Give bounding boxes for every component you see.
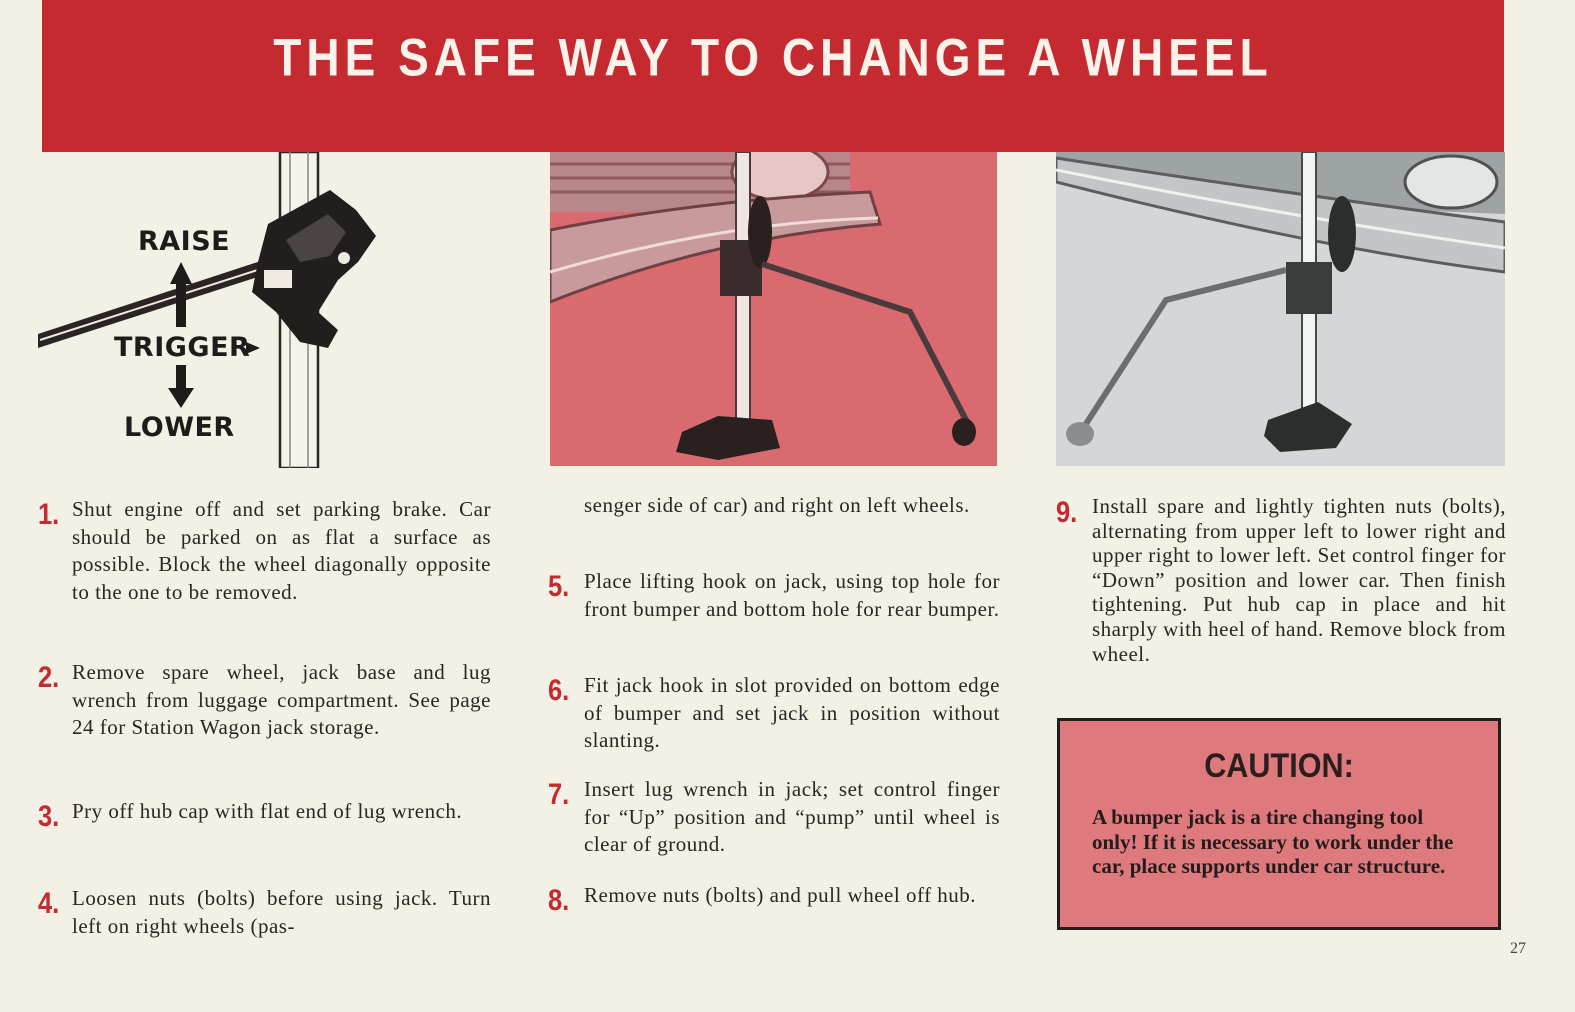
page-title: THE SAFE WAY TO CHANGE A WHEEL	[273, 27, 1273, 87]
step-text: Loosen nuts (bolts) before using jack. Turn left on right wheels (pas-	[72, 886, 491, 938]
step-text: Pry off hub cap with flat end of lug wrench.	[72, 799, 463, 823]
page-number: 27	[1510, 940, 1526, 957]
caution-text: A bumper jack is a tire changing tool only! If it is necessary to work under the car, place supports under car structure.	[1092, 805, 1454, 878]
step-number: 6.	[548, 674, 570, 707]
step-number: 3.	[38, 800, 60, 833]
step-number: 2.	[38, 661, 60, 694]
title-banner	[42, 0, 1504, 152]
step-text: Shut engine off and set parking brake. Car should be parked on as flat a surface as possible. Block the wheel diagonally opposite to the one to be removed.	[72, 497, 491, 604]
front-bumper-jack-photo	[550, 152, 997, 466]
rear-bumper-jack-image	[1056, 152, 1505, 466]
jack-diagram	[38, 152, 393, 468]
trigger-label: TRIGGER	[114, 332, 251, 363]
caution-box	[1057, 718, 1501, 930]
step-4-continued: senger side of car) and right on left wheels.	[584, 493, 970, 517]
step-text: Fit jack hook in slot provided on bottom edge of bumper and set jack in position without slanting.	[584, 673, 1000, 752]
step-text: Remove nuts (bolts) and pull wheel off hub.	[584, 883, 977, 907]
step-number: 4.	[38, 887, 60, 920]
step-text: Insert lug wrench in jack; set control finger for “Up” position and “pump” until wheel is clear of ground.	[584, 777, 1000, 856]
step-text: Install spare and lightly tighten nuts (bolts), alternating from upper left to lower right and upper right to lower left. Set control finger for “Down” position and lower car. Then finish tightening. Put hub cap in place and hit sharply with heel of hand. Remove block from wheel.	[1092, 494, 1506, 666]
rear-bumper-jack-photo	[1056, 152, 1505, 466]
step-number: 5.	[548, 570, 570, 603]
step-number: 7.	[548, 778, 570, 811]
lower-label: LOWER	[124, 412, 235, 443]
raise-label: RAISE	[138, 226, 231, 257]
front-bumper-jack-image	[550, 152, 997, 466]
step-number: 1.	[38, 498, 60, 531]
step-text: Remove spare wheel, jack base and lug wrench from luggage compartment. See page 24 for Station Wagon jack storage.	[72, 660, 491, 739]
step-number: 9.	[1056, 496, 1078, 529]
step-text: Place lifting hook on jack, using top hole for front bumper and bottom hole for rear bumper.	[584, 569, 1000, 621]
step-number: 8.	[548, 884, 570, 917]
caution-title: CAUTION:	[1204, 747, 1354, 785]
